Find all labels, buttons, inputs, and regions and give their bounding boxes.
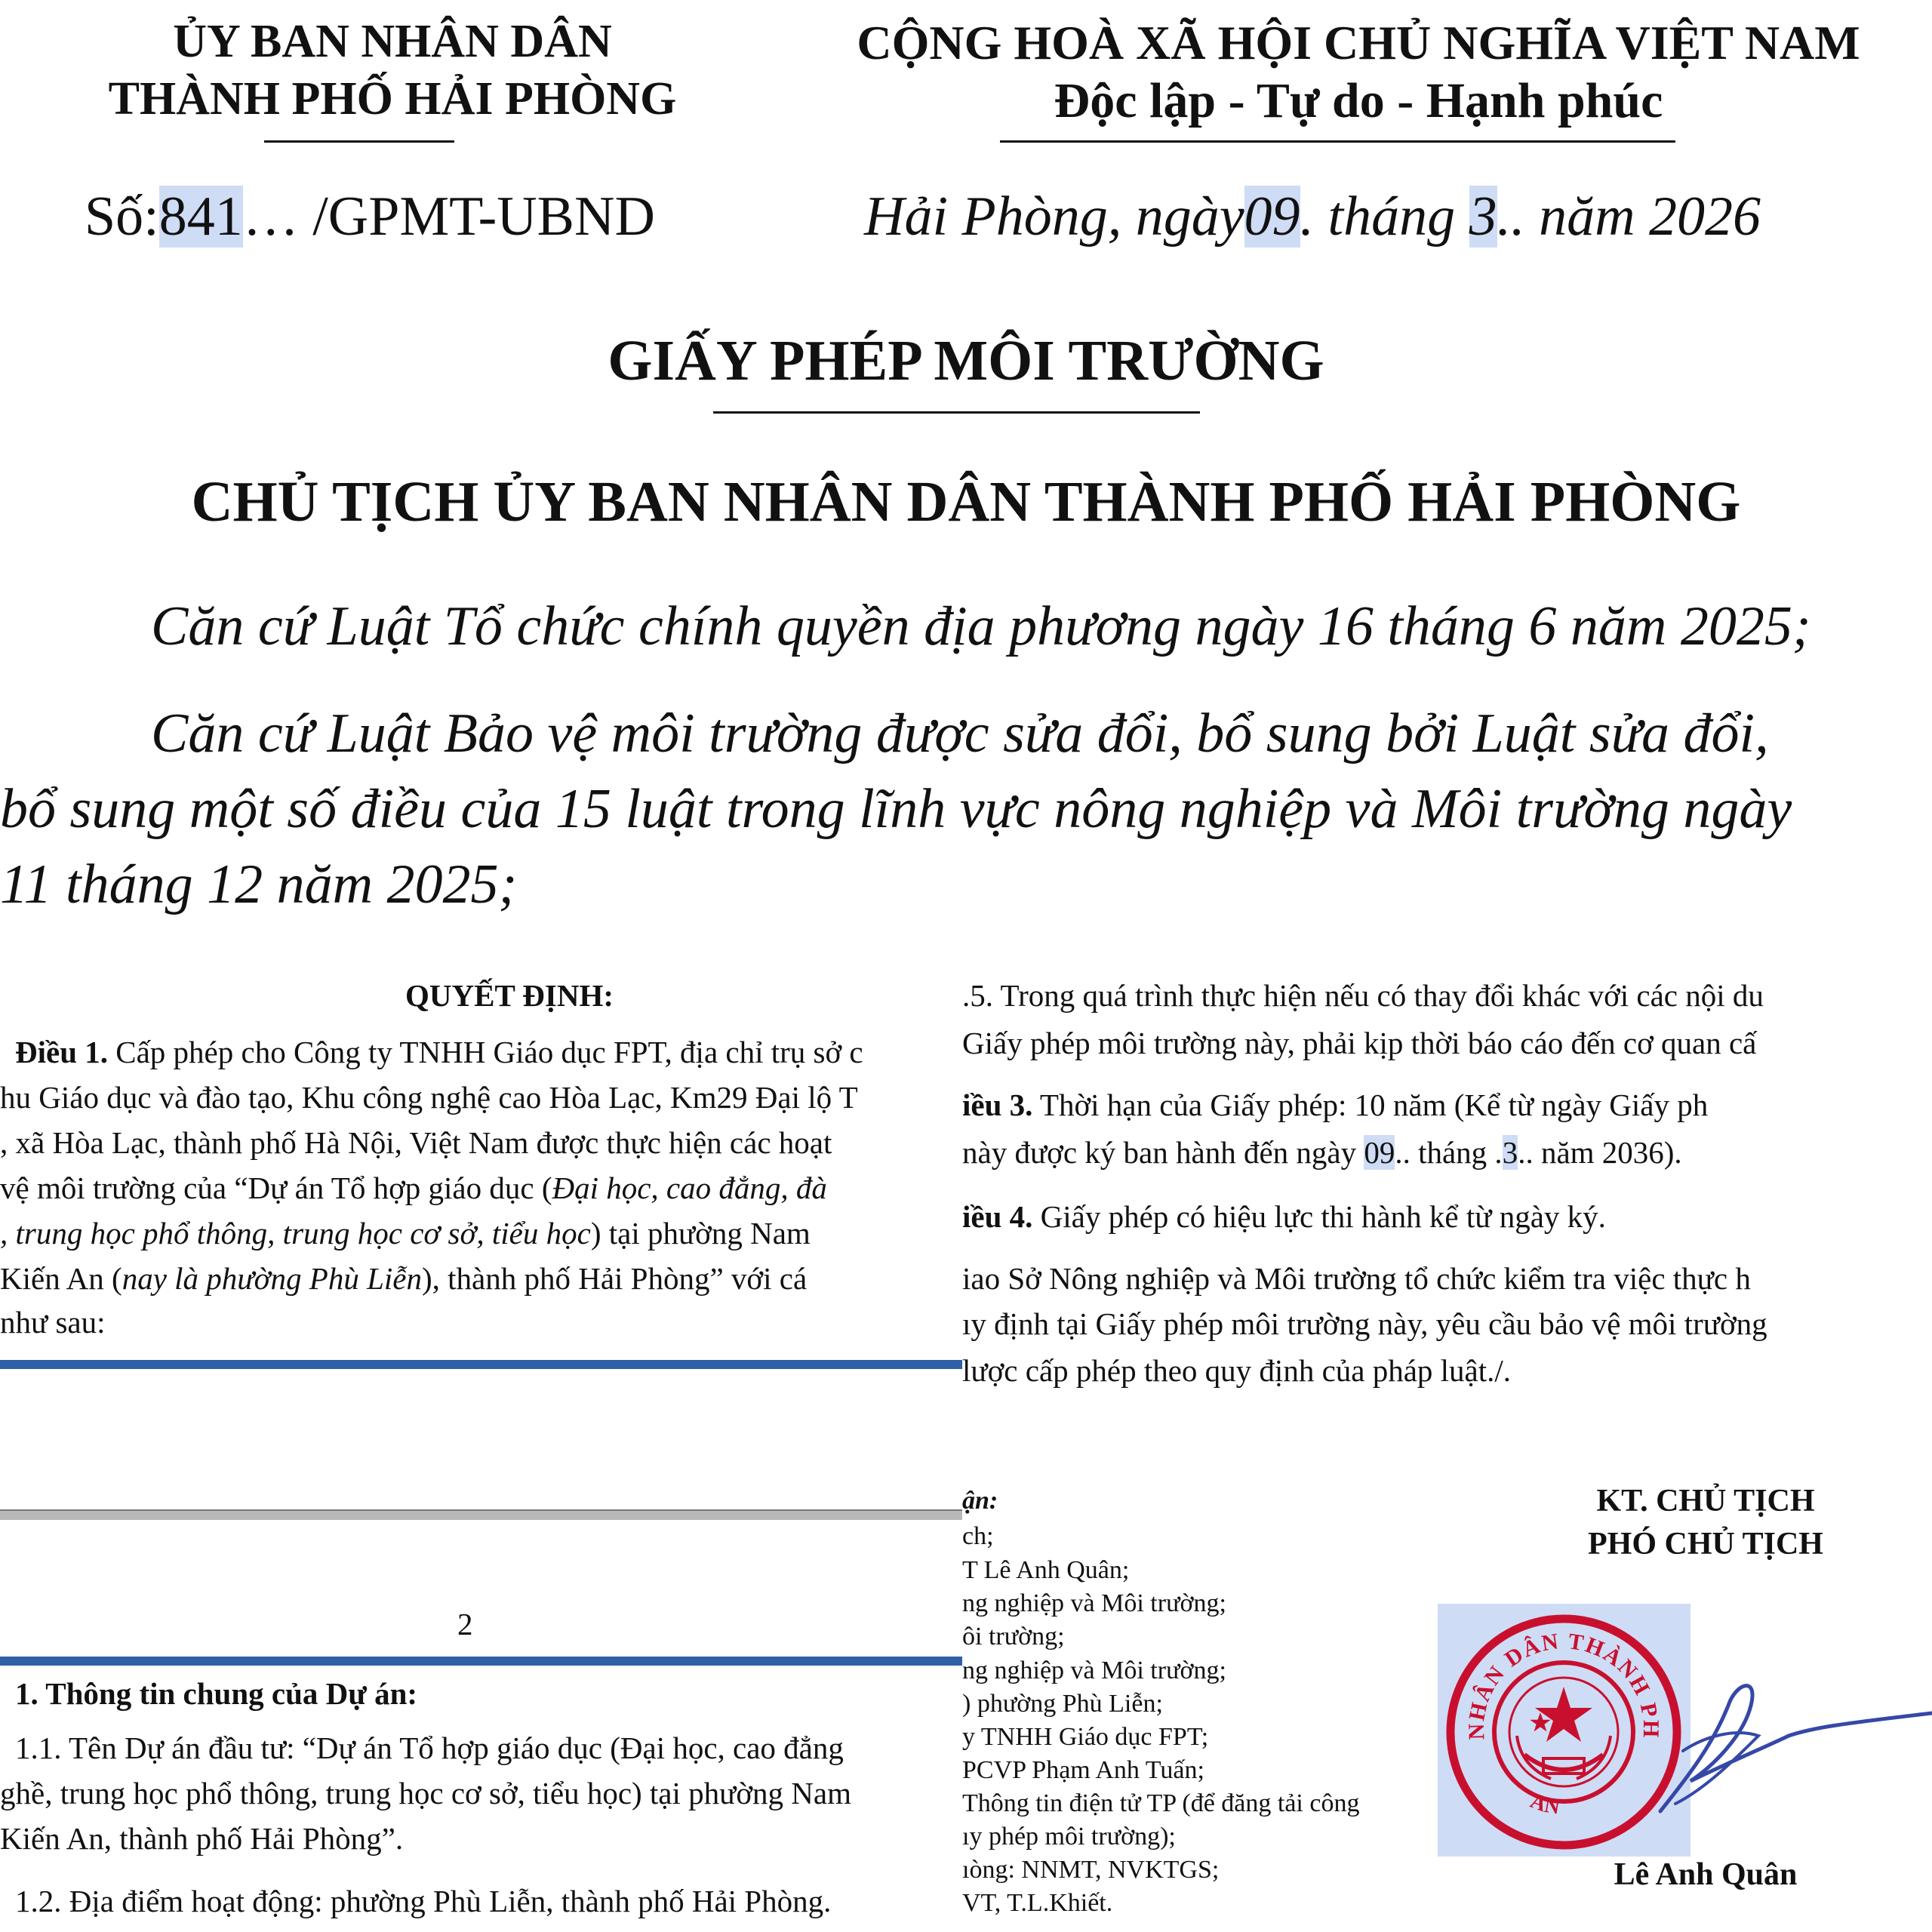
issue-date: Hải Phòng, ngày09. tháng 3.. năm 2026 bbox=[864, 186, 1761, 248]
recipients-heading: ận: bbox=[962, 1487, 998, 1515]
page-divider-blue-top bbox=[0, 1360, 962, 1369]
clause-2-5-line-2: Giấy phép môi trường này, phải kịp thời báo cáo đến cơ quan cấ bbox=[962, 1026, 1757, 1060]
number-highlight: 841 bbox=[158, 186, 243, 248]
recipient-item: ôi trường; bbox=[962, 1623, 1065, 1651]
article-3-line-2: này được ký ban hành đến ngày 09.. tháng .3.. năm 2036). bbox=[962, 1135, 1682, 1170]
preamble-line-2: Căn cứ Luật Bảo vệ môi trường được sửa đổi, bổ sung bởi Luật sửa đổi, bbox=[151, 703, 1769, 764]
article-1-line-7: như sau: bbox=[0, 1305, 106, 1340]
recipient-item: y TNHH Giáo dục FPT; bbox=[962, 1723, 1209, 1751]
article-3-line-1: iều 3. Thời hạn của Giấy phép: 10 năm (Kể từ ngày Giấy ph bbox=[962, 1088, 1709, 1122]
section-1-2: 1.2. Địa điểm hoạt động: phường Phù Liễn, thành phố Hải Phòng. bbox=[15, 1884, 832, 1918]
section-1-1-line-2: ghề, trung học phổ thông, trung học cơ sở, tiểu học) tại phường Nam bbox=[0, 1776, 852, 1810]
national-title: CỘNG HOÀ XÃ HỘI CHỦ NGHĨA VIỆT NAM bbox=[857, 16, 1860, 69]
document-title: GIẤY PHÉP MÔI TRƯỜNG bbox=[608, 329, 1324, 392]
recipient-item: ch; bbox=[962, 1522, 994, 1550]
recipient-item: PCVP Phạm Anh Tuấn; bbox=[962, 1756, 1204, 1784]
preamble-line-3: bổ sung một số điều của 15 luật trong lĩnh vực nông nghiệp và Môi trường ngày bbox=[0, 778, 1792, 840]
clause-2-5-line-1: .5. Trong quá trình thực hiện nếu có thay đổi khác với các nội du bbox=[962, 978, 1764, 1013]
left-excerpt-panel bbox=[0, 958, 962, 1932]
page-divider-blue-bottom bbox=[0, 1657, 962, 1666]
article-1-line-1: Điều 1. Cấp phép cho Công ty TNHH Giáo dục FPT, địa chỉ trụ sở c bbox=[15, 1035, 863, 1069]
signature-title-2: PHÓ CHỦ TỊCH bbox=[1588, 1527, 1823, 1561]
article-5-line-1: iao Sở Nông nghiệp và Môi trường tổ chức kiểm tra việc thực h bbox=[962, 1261, 1751, 1296]
recipient-item: ıòng: NNMT, NVKTGS; bbox=[962, 1856, 1220, 1884]
national-motto: Độc lập - Tự do - Hạnh phúc bbox=[1054, 73, 1663, 128]
recipient-item: ıy phép môi trường); bbox=[962, 1823, 1176, 1850]
page-divider-gray bbox=[0, 1509, 962, 1520]
signer-name: Lê Anh Quân bbox=[1614, 1857, 1798, 1892]
month-highlight: 3 bbox=[1469, 186, 1497, 248]
recipient-item: ) phường Phù Liễn; bbox=[962, 1690, 1163, 1718]
recipient-item: ng nghiệp và Môi trường; bbox=[962, 1589, 1226, 1617]
article-1-line-5: , trung học phổ thông, trung học cơ sở, tiểu học) tại phường Nam bbox=[0, 1216, 811, 1251]
article-1-line-3: , xã Hòa Lạc, thành phố Hà Nội, Việt Nam được thực hiện các hoạt bbox=[0, 1125, 832, 1160]
motto-underline bbox=[1000, 140, 1675, 143]
recipient-item: Thông tin điện tử TP (để đăng tải công bbox=[962, 1789, 1360, 1817]
article-1-line-2: hu Giáo dục và đào tạo, Khu công nghệ cao Hòa Lạc, Km29 Đại lộ T bbox=[0, 1080, 858, 1115]
expiry-month-highlight: 3 bbox=[1502, 1135, 1518, 1170]
article-4: iều 4. Giấy phép có hiệu lực thi hành kể từ ngày ký. bbox=[962, 1199, 1606, 1234]
day-highlight: 09 bbox=[1244, 186, 1300, 248]
article-5-line-3: lược cấp phép theo quy định của pháp luật./. bbox=[962, 1353, 1512, 1388]
article-5-line-2: ıy định tại Giấy phép môi trường này, yêu cầu bảo vệ môi trường bbox=[962, 1306, 1767, 1341]
svg-text:NHÂN DÂN THÀNH PHỐ HẢI: NHÂN DÂN THÀNH PH bbox=[1463, 1629, 1664, 1740]
page-number: 2 bbox=[457, 1607, 473, 1641]
signature-title-1: KT. CHỦ TỊCH bbox=[1596, 1484, 1815, 1518]
preamble-line-4: 11 tháng 12 năm 2025; bbox=[0, 854, 518, 915]
article-1-line-6: Kiến An (nay là phường Phù Liễn), thành phố Hải Phòng” với cá bbox=[0, 1261, 808, 1296]
recipient-item: T Lê Anh Quân; bbox=[962, 1556, 1130, 1584]
document-number: Số:841… /GPMT-UBND bbox=[85, 186, 655, 248]
recipient-item: ng nghiệp và Môi trường; bbox=[962, 1657, 1226, 1684]
article-1-line-4: vệ môi trường của “Dự án Tổ hợp giáo dục (Đại học, cao đẳng, đà bbox=[0, 1171, 827, 1205]
decision-heading: QUYẾT ĐỊNH: bbox=[405, 978, 614, 1013]
preamble-line-1: Căn cứ Luật Tổ chức chính quyền địa phương ngày 16 tháng 6 năm 2025; bbox=[151, 595, 1811, 657]
recipient-item: VT, T.L.Khiết. bbox=[962, 1889, 1113, 1917]
issuer-line-2: THÀNH PHỐ HẢI PHÒNG bbox=[108, 73, 677, 125]
expiry-day-highlight: 09 bbox=[1364, 1135, 1395, 1170]
section-1-1-line-3: Kiến An, thành phố Hải Phòng”. bbox=[0, 1821, 404, 1856]
section-1-1-line-1: 1.1. Tên Dự án đầu tư: “Dự án Tổ hợp giáo dục (Đại học, cao đẳng bbox=[15, 1730, 844, 1765]
issuing-authority: CHỦ TỊCH ỦY BAN NHÂN DÂN THÀNH PHỐ HẢI PHÒNG bbox=[191, 470, 1741, 534]
issuer-line-1: ỦY BAN NHÂN DÂN bbox=[173, 16, 612, 67]
issuer-underline bbox=[264, 140, 454, 143]
svg-text:AN: AN bbox=[1527, 1789, 1561, 1820]
title-underline bbox=[713, 411, 1200, 414]
section-1-heading: 1. Thông tin chung của Dự án: bbox=[15, 1676, 418, 1711]
handwritten-signature bbox=[1645, 1660, 1932, 1834]
